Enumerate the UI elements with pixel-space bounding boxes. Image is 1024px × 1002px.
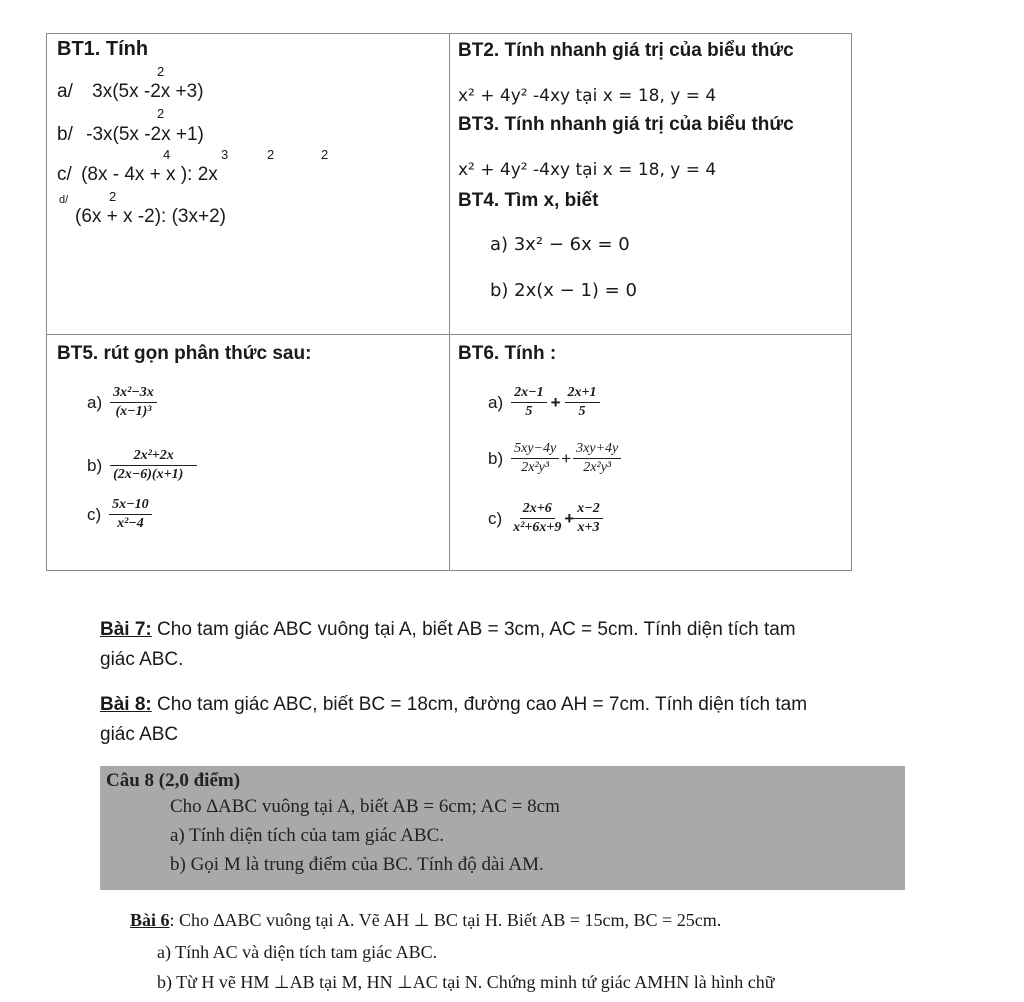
bai6-a: a) Tính AC và diện tích tam giác ABC. xyxy=(157,942,438,962)
bai6-b: b) Từ H vẽ HM ⊥AB tại M, HN ⊥AC tại N. Chứng minh tứ giác AMHN là hình chữ xyxy=(157,972,775,992)
bai7-text-line1: Cho tam giác ABC vuông tại A, biết AB = 3cm, AC = 5cm. Tính diện tích tam xyxy=(151,619,796,640)
bt5-title: BT5. rút gọn phân thức sau: xyxy=(57,343,312,364)
bt6-a-num2: 2x+1 xyxy=(565,385,600,403)
cau8-line2: a) Tính diện tích của tam giác ABC. xyxy=(170,825,445,846)
bt3-title: BT3. Tính nhanh giá trị của biểu thức xyxy=(458,114,794,135)
bai8-text-line1: Cho tam giác ABC, biết BC = 18cm, đường cao AH = 7cm. Tính diện tích tam xyxy=(151,694,808,715)
bt6-b-num2: 3xy+4y xyxy=(573,441,621,459)
bt1-c-expr: (8x - 4x + x ): 2x xyxy=(81,164,218,185)
bt2-expr: x² + 4y² -4xy tại x = 18, y = 4 xyxy=(458,86,717,106)
bt1-d-expr: (6x + x -2): (3x+2) xyxy=(75,206,226,227)
bt1-c-sup4: 2 xyxy=(321,147,329,162)
bt4-title: BT4. Tìm x, biết xyxy=(458,190,599,211)
bt1-c xyxy=(57,164,218,186)
bai7-paragraph xyxy=(100,615,900,675)
bt1-d-sup: 2 xyxy=(109,189,117,204)
bt6-c-num2: x−2 xyxy=(574,501,602,519)
bt6-b-frac2 xyxy=(573,441,621,476)
bt6-b xyxy=(488,441,621,476)
bai8-text-line2: giác ABC xyxy=(100,724,179,745)
bt1-b-expr: -3x(5x -2x +1) xyxy=(86,124,204,145)
bai6-label: Bài 6 xyxy=(130,910,170,930)
exercise-table xyxy=(46,33,852,571)
bt6-b-den2: 2x²y³ xyxy=(583,460,612,475)
bt6-a-frac1 xyxy=(511,385,546,420)
bt1-c-sup2: 3 xyxy=(221,147,229,162)
bt6-c-den2: x+3 xyxy=(577,520,600,535)
bt6-a-op: + xyxy=(550,392,561,412)
bt6-a-frac2 xyxy=(565,385,600,420)
bt1-b-sup: 2 xyxy=(157,106,165,121)
bt5-cell xyxy=(47,335,450,571)
bt1-a-label: a/ xyxy=(57,81,73,102)
bt5-b-label: b) xyxy=(87,455,103,475)
bt5-a-fraction xyxy=(110,385,157,420)
bt6-b-den1: 2x²y³ xyxy=(521,460,550,475)
bt6-a-den1: 5 xyxy=(525,404,533,419)
bt6-a-num1: 2x−1 xyxy=(511,385,546,403)
bai6-intro xyxy=(130,910,721,931)
bt5-c-num: 5x−10 xyxy=(109,497,151,515)
bt1-a xyxy=(57,81,204,103)
bt6-c-frac2 xyxy=(574,501,602,536)
bt5-a-num: 3x²−3x xyxy=(110,385,157,403)
bt5-a-label: a) xyxy=(87,392,103,412)
bai6-text: : Cho ∆ABC vuông tại A. Vẽ AH ⊥ BC tại H. Biết AB = 15cm, BC = 25cm. xyxy=(169,910,722,930)
bt6-b-op: + xyxy=(561,448,572,468)
bt2-title: BT2. Tính nhanh giá trị của biểu thức xyxy=(458,40,794,61)
bt6-c xyxy=(488,501,603,536)
bt1-title: BT1. Tính xyxy=(57,38,149,60)
bt5-b-den: (2x−6)(x+1) xyxy=(110,465,197,483)
bt5-a-den: (x−1)³ xyxy=(115,404,152,419)
bt1-d-label: d/ xyxy=(59,194,69,206)
bt1-a-expr: 3x(5x -2x +3) xyxy=(92,81,204,102)
bt1-c-sup3: 2 xyxy=(267,147,275,162)
bt6-c-num1: 2x+6 xyxy=(520,501,555,519)
bt6-c-frac1 xyxy=(510,501,564,536)
bt5-a xyxy=(87,385,157,420)
bt5-c-fraction xyxy=(109,497,151,532)
cau8-line1: Cho ∆ABC vuông tại A, biết AB = 6cm; AC = 8cm xyxy=(170,796,560,817)
bt6-b-num1: 5xy−4y xyxy=(511,441,559,459)
bt1-c-label: c/ xyxy=(57,164,72,185)
bt5-b xyxy=(87,448,197,483)
bt5-b-num: 2x²+2x xyxy=(133,448,174,463)
bt5-c-label: c) xyxy=(87,504,102,524)
bai8-label: Bài 8: xyxy=(100,694,152,715)
bt6-c-op: + xyxy=(564,508,575,528)
bt6-c-den1: x²+6x+9 xyxy=(513,520,562,535)
bt6-b-frac1 xyxy=(511,441,559,476)
bt6-a-den2: 5 xyxy=(578,404,586,419)
cau8-photo-excerpt xyxy=(100,766,905,890)
bt4-b: b) 2x(x − 1) = 0 xyxy=(490,280,637,301)
bt5-c-den: x²−4 xyxy=(117,516,144,531)
bt6-a-label: a) xyxy=(488,392,504,412)
bt1-cell xyxy=(47,34,450,335)
bt6-b-label: b) xyxy=(488,448,504,468)
cau8-line3: b) Gọi M là trung điểm của BC. Tính độ dài AM. xyxy=(170,854,544,875)
bt3-expr: x² + 4y² -4xy tại x = 18, y = 4 xyxy=(458,160,717,180)
cau8-title: Câu 8 (2,0 điểm) xyxy=(106,770,241,791)
bt4-a: a) 3x² − 6x = 0 xyxy=(490,234,630,255)
bt1-c-sup1: 4 xyxy=(163,147,171,162)
bt5-c xyxy=(87,497,152,532)
bt6-cell xyxy=(450,335,852,571)
bai8-paragraph xyxy=(100,690,900,750)
bt5-b-fraction xyxy=(110,448,197,483)
bai7-label: Bài 7: xyxy=(100,619,152,640)
bai7-text-line2: giác ABC. xyxy=(100,649,184,670)
bt1-a-sup: 2 xyxy=(157,64,165,79)
bt1-b xyxy=(57,124,204,146)
bt1-b-label: b/ xyxy=(57,124,73,145)
bt6-c-label: c) xyxy=(488,508,503,528)
bt2-bt4-cell xyxy=(450,34,852,335)
bt6-title: BT6. Tính : xyxy=(458,343,557,364)
bt6-a xyxy=(488,385,600,420)
